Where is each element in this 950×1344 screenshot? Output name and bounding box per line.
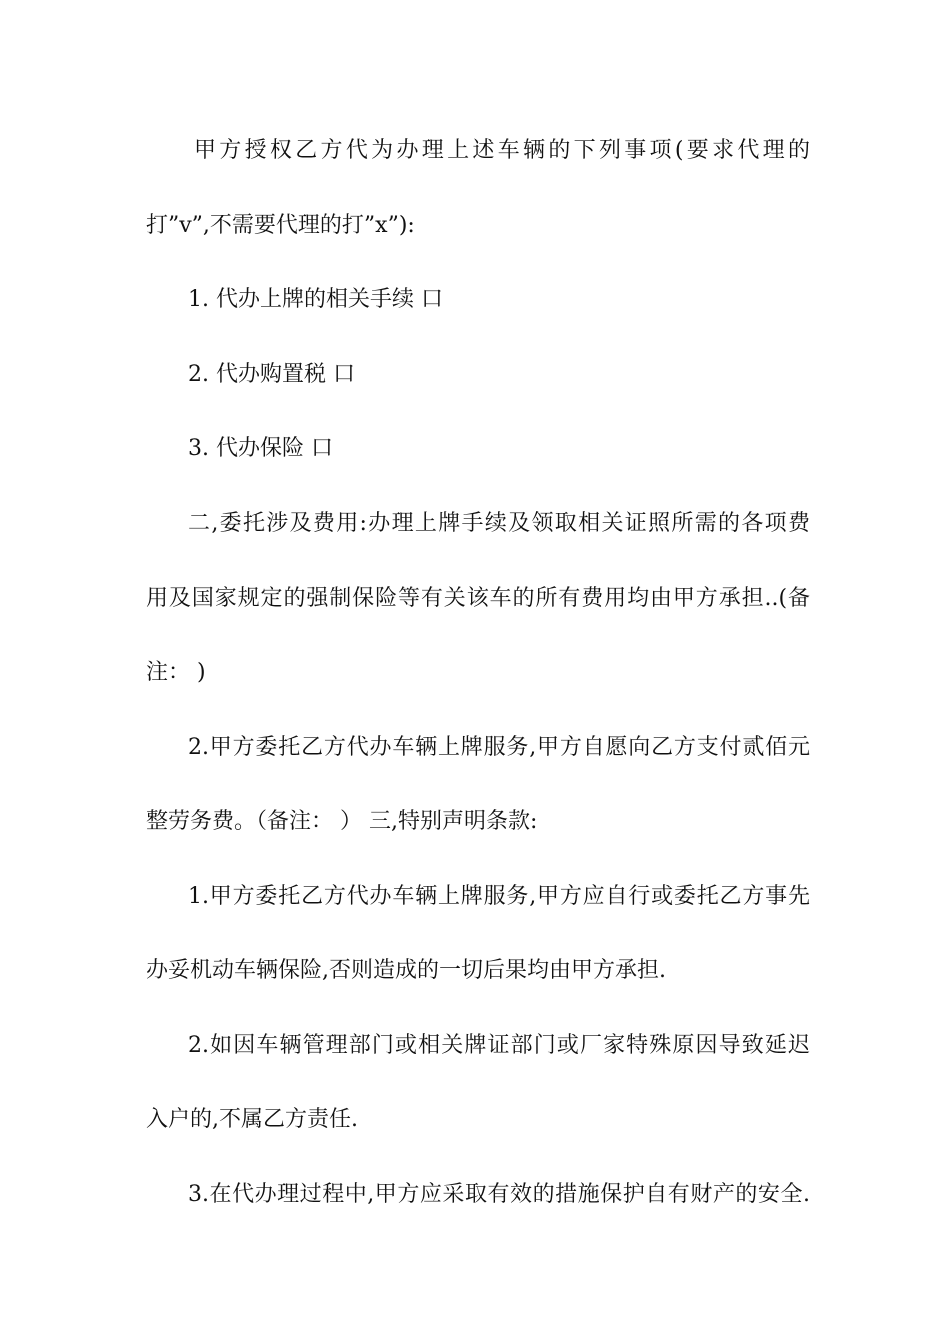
clause-2-service-fee-line-2: 整劳务费。（备注： ） 三,特别声明条款: bbox=[146, 809, 538, 834]
special-clause-3: 3.在代办理过程中,甲方应采取有效的措施保护自有财产的安全. bbox=[188, 1182, 810, 1207]
special-clause-1-line-1: 1.甲方委托乙方代办车辆上牌服务,甲方应自行或委托乙方事先 bbox=[188, 884, 810, 909]
section-2-fees-line-3: 注： ) bbox=[146, 660, 206, 685]
section-2-fees-line-2: 用及国家规定的强制保险等有关该车的所有费用均由甲方承担..(备 bbox=[146, 586, 810, 611]
clause-2-service-fee-line-1: 2.甲方委托乙方代办车辆上牌服务,甲方自愿向乙方支付贰佰元 bbox=[188, 735, 810, 760]
item-2-purchase-tax: 2. 代办购置税 口 bbox=[188, 362, 355, 387]
paragraph-authorization-line-1: 甲方授权乙方代为办理上述车辆的下列事项(要求代理的 bbox=[194, 138, 810, 163]
item-3-insurance: 3. 代办保险 口 bbox=[188, 436, 333, 461]
section-2-fees-line-1: 二,委托涉及费用:办理上牌手续及领取相关证照所需的各项费 bbox=[188, 511, 810, 536]
item-1-plate-procedures: 1. 代办上牌的相关手续 口 bbox=[188, 287, 443, 312]
special-clause-2-line-2: 入户的,不属乙方责任. bbox=[146, 1107, 358, 1132]
special-clause-1-line-2: 办妥机动车辆保险,否则造成的一切后果均由甲方承担. bbox=[146, 958, 666, 983]
paragraph-authorization-line-2: 打”v”,不需要代理的打”x”): bbox=[146, 213, 415, 238]
special-clause-2-line-1: 2.如因车辆管理部门或相关牌证部门或厂家特殊原因导致延迟 bbox=[188, 1033, 810, 1058]
